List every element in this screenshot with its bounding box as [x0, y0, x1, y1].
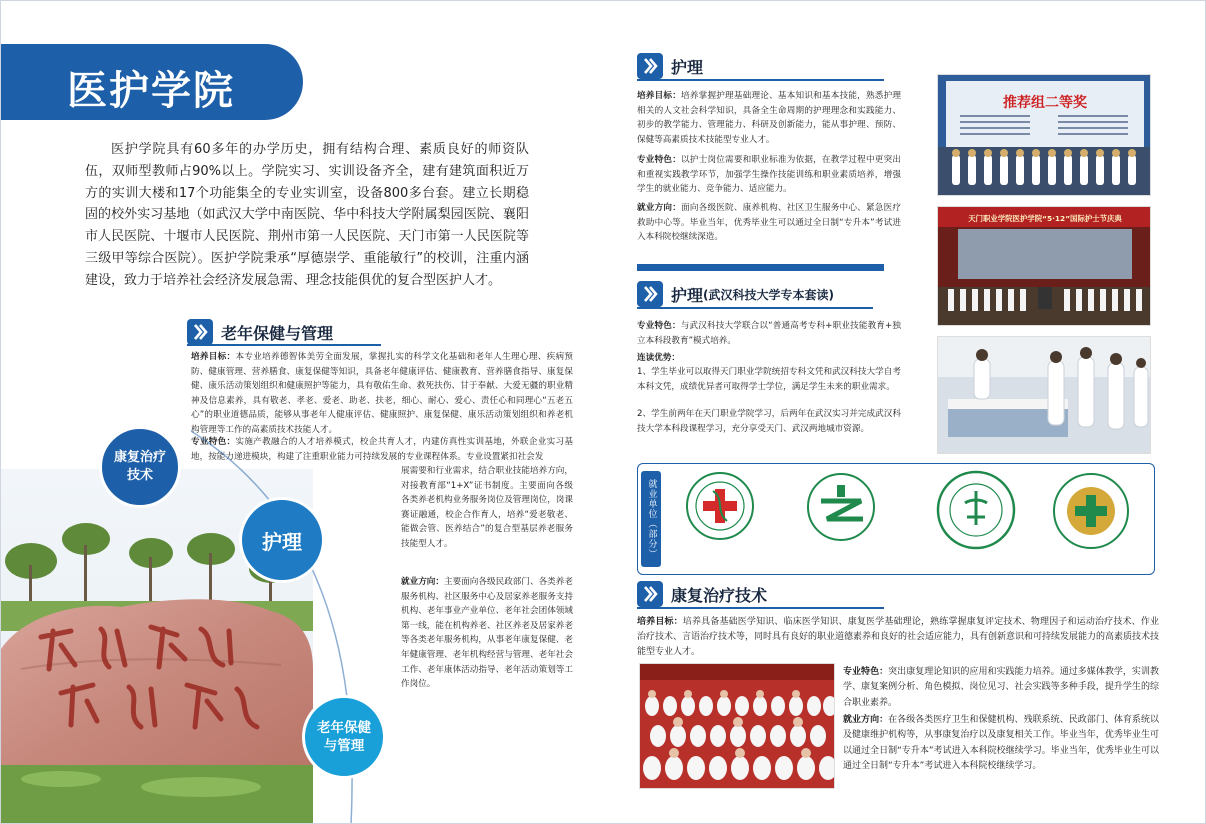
chevron-right-icon — [637, 281, 663, 307]
nursing-wust-feature: 专业特色：与武汉科技大学联合以“普通高考专科+职业技能教育+独立本科段教育”模式培养。 — [637, 321, 901, 346]
stage-banner-text: 天门职业学院医护学院“5·12”国际护士节庆典 — [968, 214, 1122, 223]
rehab-section-title: 康复治疗技术 — [671, 585, 768, 605]
nursing-wust-section-suffix: (武汉科技大学专本套读) — [703, 287, 834, 302]
nursing-section-underline — [637, 79, 884, 81]
nursing-goal: 培养目标：培养掌握护理基础理论、基本知识和基本技能，熟悉护理相关的人文社会科学知识，具备全生命周期的护理理念和实践能力、初步的教学能力、管理能力、科研及创新能力，能从事护理、预防、保健等高素质技术技能型专业人才。 — [637, 91, 901, 145]
divider-bar — [637, 264, 884, 271]
circle-elderly: 老年保健 与管理 — [302, 695, 386, 779]
nursing-wust-adv-label: 连读优势： — [637, 353, 680, 363]
nursing-wust-section-header — [637, 281, 834, 307]
employers-label: 就业单位（部分） — [641, 471, 661, 567]
chevron-right-icon — [187, 319, 213, 345]
hospital-logo-2 — [781, 471, 901, 543]
elderly-goal: 培养目标：本专业培养德智体美劳全面发展，掌握扎实的科学文化基础和老年人生理心理、疾病预防、健康管理、营养膳食、康复保健等知识，具备老年健康评估、健康教育、营养膳食指导、康复保健、康乐活动策划组织和健康照护等能力，具有敬佑生命、救死扶伤、甘于奉献、大爱无疆的职业精神及信息素养，具有敬老、孝老、爱老、助老、扶老，细心、耐心、爱心、责任心和同理心“五老五心”的职业道德品质，能够从事老年人健康评估、健康照护、康复保健、康乐活动策划组织和养老机构管理等工作的高素质技术技能人才。 — [191, 352, 573, 435]
circle-nursing: 护理 — [239, 497, 325, 583]
elderly-job: 就业方向：主要面向各级民政部门、各类养老服务机构、社区服务中心及居家养老服务支持机构、老年事业产业单位、老年社会团体领域第一线，能在机构养老、社区养老及居家养老等各类老年服务机构，从事老年康复保健、老年健康管理、老年机构经营与管理、老年社会工作、老年康体活动指导、老年活动策划等工作岗位。 — [401, 577, 573, 690]
page-title: 医护学院 — [67, 68, 235, 114]
nursing-job: 就业方向：面向各级医院、康养机构、社区卫生服务中心、紧急医疗救助中心等。毕业当年，优秀毕业生可以通过全日制“专升本”考试进入本科院校继续深造。 — [637, 203, 901, 243]
award-photo — [937, 74, 1151, 196]
nursing-section-header — [637, 53, 703, 79]
nursing-wust-adv-1: 1、学生毕业可以取得天门职业学院统招专科文凭和武汉科技大学自考本科文凭，成绩优异者可取得学士学位，满足学生未来的职业需求。 — [637, 367, 901, 392]
circle-rehab: 康复治疗 技术 — [99, 426, 181, 508]
chevron-right-icon — [637, 53, 663, 79]
award-banner-text: 推荐组二等奖 — [1003, 95, 1087, 111]
chevron-right-icon — [637, 581, 663, 607]
rehab-section-underline — [637, 607, 884, 609]
nursing-training-photo — [937, 336, 1151, 454]
student-oath-photo — [639, 663, 835, 789]
elderly-section-header — [187, 319, 333, 345]
elderly-feature-b: 展需要和行业需求，结合职业技能培养方向，对接教育部“1+X”证书制度。主要面向各级各类养老机构业务服务岗位及管理岗位，岗课赛证融通，校企合作育人，培养“爱老敬老、能做会管、医养结合”的复合型基层养老服务技能型人才。 — [401, 466, 573, 549]
hospital-logo-1 — [685, 471, 755, 541]
elderly-feature-a: 专业特色：实施产教融合的人才培养模式，校企共育人才，内建仿真性实训基地，外联企业实习基地，按能力递进模块，构建了注重职业能力可持续发展的专业课程体系。专业设置紧扣社会发 — [191, 437, 573, 462]
elderly-section-underline — [187, 344, 381, 346]
intro-paragraph: 医护学院具有60多年的办学历史，拥有结构合理、素质良好的师资队伍，双师型教师占90%以上。学院实习、实训设备齐全，建有建筑面积近万方的实训大楼和17个功能集全的专业实训室，设备800多台套。建立长期稳固的校外实习基地（如武汉大学中南医院、华中科技大学附属梨园医院、襄阳市人民医院、十堰市人民医院、荆州市第一人民医院、天门市第一人民医院等三级甲等综合医院）。医护学院秉承“厚德崇学、重能敏行”的校训，注重内涵建设，致力于培养社会经济发展急需、理念技能俱优的复合型医护人才。 — [85, 142, 529, 288]
nursing-wust-adv-2: 2、学生前两年在天门职业学院学习，后两年在武汉实习并完成武汉科技大学本科段课程学习，充分享受天门、武汉两地城市资源。 — [637, 409, 901, 434]
nursing-section-title: 护理 — [671, 57, 704, 77]
nursing-wust-section-title: 护理 — [671, 285, 704, 305]
hospital-logo-4 — [1051, 471, 1131, 551]
rehab-feature: 专业特色：突出康复理论知识的应用和实践能力培养。通过多媒体教学，实训教学、康复案例分析、角色模拟、岗位见习、社会实践等多种手段，提升学生的综合职业素养。 — [843, 667, 1159, 708]
elderly-section-title: 老年保健与管理 — [221, 323, 334, 343]
hospital-logo-3 — [935, 469, 1017, 551]
ceremony-photo — [937, 206, 1151, 326]
nursing-wust-section-underline — [637, 307, 873, 309]
rehab-section-header — [637, 581, 767, 607]
rehab-goal: 培养目标：培养具备基础医学知识、临床医学知识、康复医学基础理论，熟练掌握康复评定技术、物理因子和运动治疗技术、作业治疗技术、言语治疗技术等，同时具有良好的职业道德素养和良好的社会适应能力，具有创新意识和可持续发展能力的高素质技术技能型专业人才。 — [637, 617, 1160, 657]
nursing-feature: 专业特色：以护士岗位需要和职业标准为依据，在教学过程中更突出和重视实践教学环节，加强学生操作技能训练和职业素质培养，增强学生的就业能力、竞争能力、适应能力。 — [637, 155, 901, 195]
rehab-job: 就业方向：在各级各类医疗卫生和保健机构、残联系统、民政部门、体育系统以及健康维护机构等，从事康复治疗以及康复相关工作。毕业当年，优秀毕业生可以通过全日制“专升本”考试进入本科院校继续学习。毕业当年，优秀毕业生可以通过全日制“专升本”考试进入本科院校继续学习。 — [843, 715, 1159, 772]
